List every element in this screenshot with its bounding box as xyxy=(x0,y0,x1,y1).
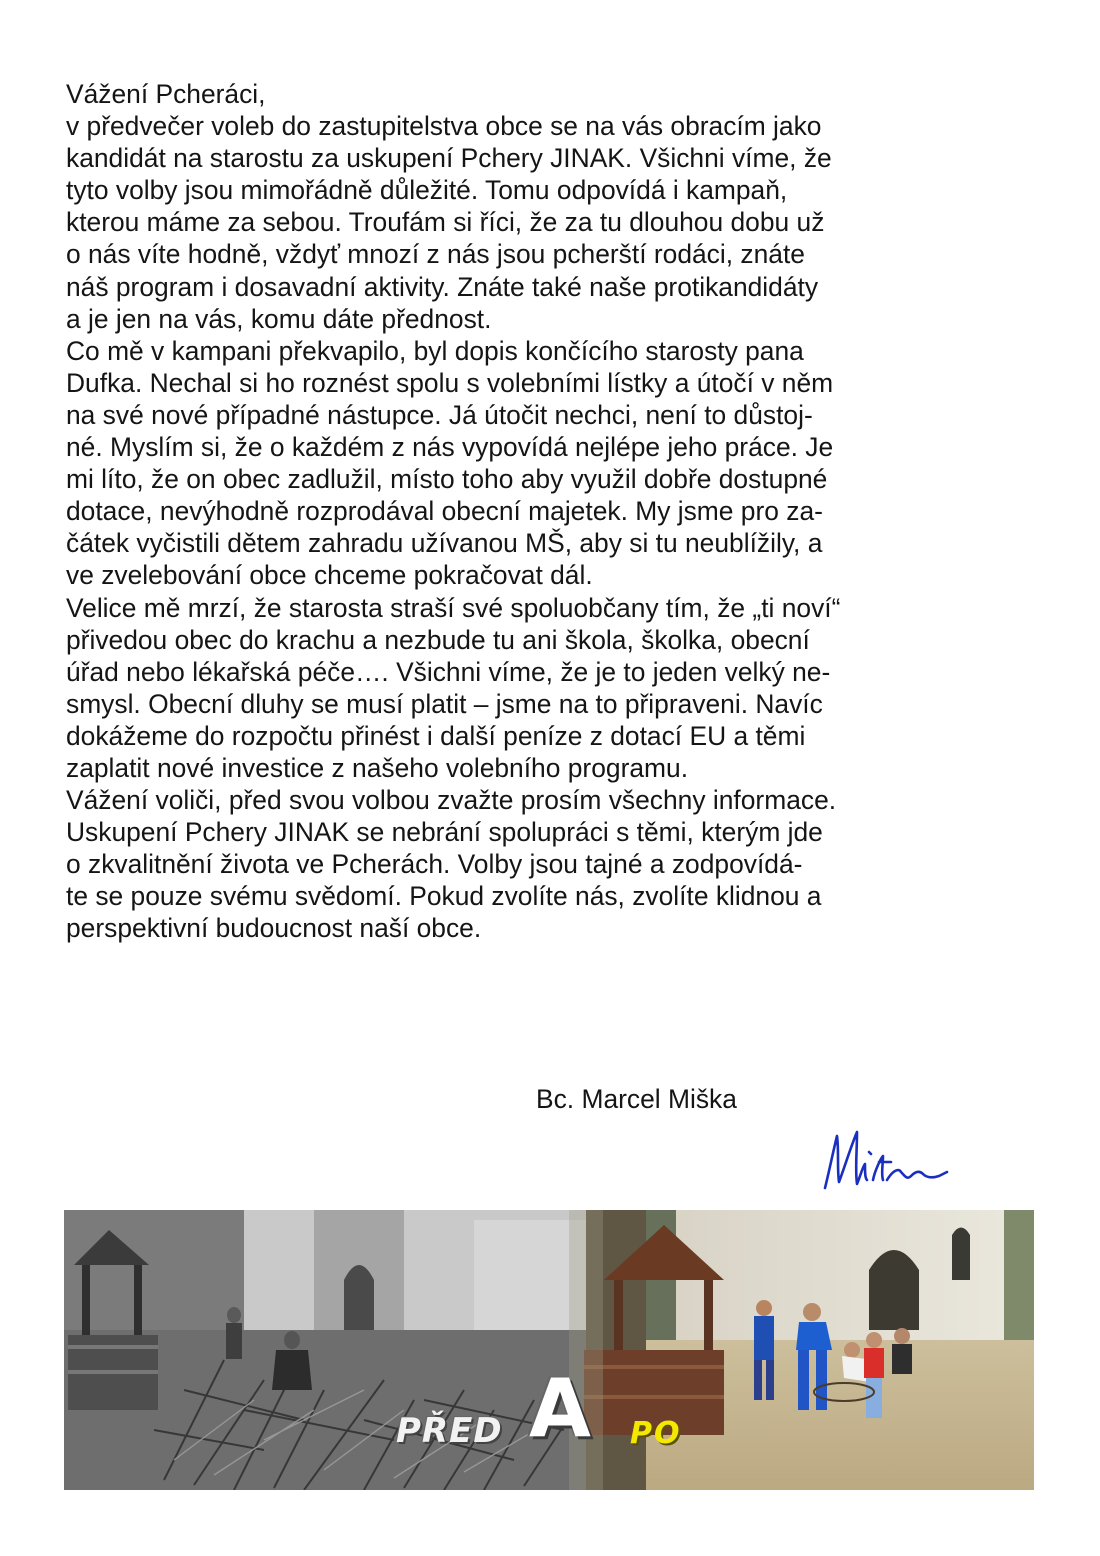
letter-line: te se pouze svému svědomí. Pokud zvolíte nás, zvolíte klidnou a xyxy=(66,881,822,912)
letter-line: úřad nebo lékařská péče…. Všichni víme, že je to jeden velký ne- xyxy=(66,656,831,687)
letter-line: přivedou obec do krachu a nezbude tu ani škola, školka, obecní xyxy=(66,624,810,655)
letter-line: na své nové případné nástupce. Já útočit nechci, není to důstoj- xyxy=(66,399,813,430)
letter-line: né. Myslím si, že o každém z nás vypovídá nejlépe jeho práce. Je xyxy=(66,432,834,463)
handwritten-signature xyxy=(815,1122,955,1194)
letter-line: o zkvalitnění života ve Pcherách. Volby jsou tajné a zodpovídá- xyxy=(66,849,803,880)
letter-line: ve zvelebování obce chceme pokračovat dál. xyxy=(66,560,593,591)
letter-line: Vážení Pcheráci, xyxy=(66,79,266,109)
letter-line: perspektivní budoucnost naší obce. xyxy=(66,913,482,944)
caption-after: PO xyxy=(630,1416,682,1451)
letter-line: Vážení voliči, před svou volbou zvažte prosím všechny informace. xyxy=(66,785,837,816)
letter-line: náš program i dosavadní aktivity. Znáte také naše protikandidáty xyxy=(66,271,819,302)
letter-line: Dufka. Nechal si ho roznést spolu s volebními lístky a útočí v něm xyxy=(66,367,834,398)
signature-name: Bc. Marcel Miška xyxy=(536,1084,737,1114)
letter-line: o nás víte hodně, vždyť mnozí z nás jsou pcherští rodáci, znáte xyxy=(66,239,805,270)
letter-line: Co mě v kampani překvapilo, byl dopis končícího starosty pana xyxy=(66,335,804,366)
letter-line: kandidát na starostu za uskupení Pchery JINAK. Všichni víme, že xyxy=(66,143,832,174)
letter-line: Uskupení Pchery JINAK se nebrání spolupráci s těmi, kterým jde xyxy=(66,817,823,848)
before-photo xyxy=(64,1210,586,1490)
letter-line: smysl. Obecní dluhy se musí platit – jsme na to připraveni. Navíc xyxy=(66,688,823,719)
before-after-photo xyxy=(64,1210,1034,1490)
letter-line: Velice mě mrzí, že starosta straší své spoluobčany tím, že „ti noví“ xyxy=(66,592,841,623)
letter-line: dokážeme do rozpočtu přinést i další peníze z dotací EU a těmi xyxy=(66,720,806,751)
letter-line: kterou máme za sebou. Troufám si říci, že za tu dlouhou dobu už xyxy=(66,207,825,238)
caption-before: PŘED xyxy=(396,1411,503,1451)
caption-and: A xyxy=(529,1362,591,1455)
letter-line: dotace, nevýhodně rozprodával obecní majetek. My jsme pro za- xyxy=(66,496,823,527)
letter-line: čátek vyčistili dětem zahradu užívanou MŠ, aby si tu neublížily, a xyxy=(66,528,823,559)
letter-line: a je jen na vás, komu dáte přednost. xyxy=(66,303,492,334)
letter-body xyxy=(66,78,1036,945)
letter-line: mi líto, že on obec zadlužil, místo toho aby využil dobře dostupné xyxy=(66,464,828,495)
letter-line: tyto volby jsou mimořádně důležité. Tomu odpovídá i kampaň, xyxy=(66,175,788,206)
letter-line: v předvečer voleb do zastupitelstva obce se na vás obracím jako xyxy=(66,111,822,142)
letter-line: zaplatit nové investice z našeho volebního programu. xyxy=(66,752,689,783)
